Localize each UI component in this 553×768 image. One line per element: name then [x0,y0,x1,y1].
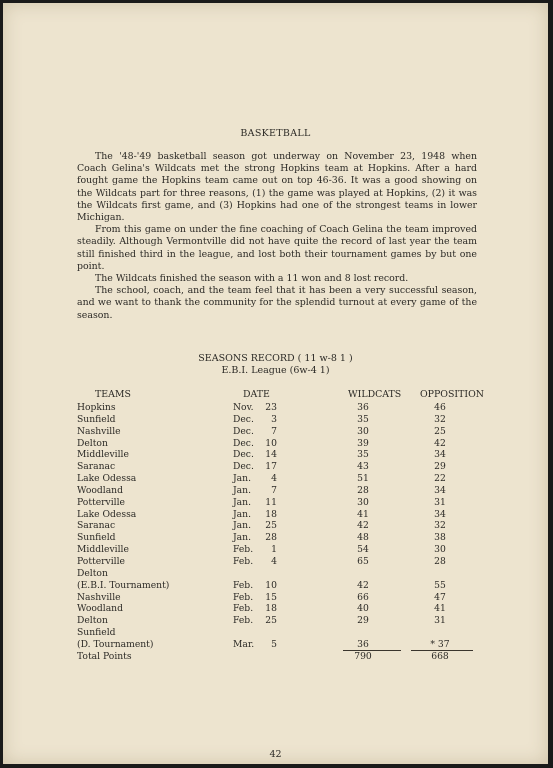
table-row [3,461,548,473]
team-name: Lake Odessa [77,473,137,485]
wildcats-score: 54 [357,544,369,556]
paragraph: From this game on under the fine coaching of Coach Gelina the team improved steadily. Although Vermontville did not have quite the record of last year the team still finished third in the league, and lost both their tournament games by but one point. [77,224,477,272]
table-row [3,603,548,615]
opposition-score: 46 [434,402,446,413]
table-row [3,556,548,568]
team-name: Saranac [77,520,116,532]
team-name: Saranac [77,461,116,473]
team-name: Sunfield [77,413,116,425]
table-row [3,449,548,461]
game-day: 18 [265,508,277,520]
opposition-header: OPPOSITION [420,389,484,400]
record-title: SEASONS RECORD ( 11 w-8 1 ) [198,353,353,364]
game-day: 28 [265,532,277,544]
wildcats-score: 28 [357,484,369,496]
wildcats-score: 39 [357,437,369,449]
team-name: Delton [77,567,108,579]
game-day: 10 [265,579,277,591]
opposition-score: 34 [434,484,446,496]
team-name: Nashville [77,591,121,603]
wildcats-score: 40 [357,603,369,615]
record-subtitle: E.B.I. League (6w-4 1) [221,365,330,376]
team-name: (E.B.I. Tournament) [77,579,170,591]
team-name: Sunfield [77,532,116,544]
document-page [3,3,548,764]
team-name: Delton [77,615,108,627]
opposition-score: 38 [434,532,446,544]
record-table [3,402,548,663]
opposition-score: 41 [434,603,446,615]
game-day: 3 [271,413,277,425]
game-month: Feb. [233,591,254,603]
game-day: 7 [271,484,277,496]
table-row [3,532,548,544]
opposition-score: 55 [434,579,446,591]
wildcats-total: 790 [354,650,372,662]
game-day: 18 [265,603,277,615]
opposition-score: 22 [434,473,446,485]
table-row [3,473,548,485]
team-name: Lake Odessa [77,508,137,520]
wildcats-score: 36 [357,638,369,650]
table-row [3,520,548,532]
game-month: Feb. [233,615,254,627]
table-row [3,402,548,414]
game-month: Jan. [233,496,251,508]
team-name: Woodland [77,603,123,615]
article-text [77,151,477,322]
team-name: (D. Tournament) [77,638,154,650]
game-day: 25 [265,520,277,532]
game-day: 4 [271,555,277,567]
opposition-score: 28 [434,555,446,567]
opposition-score: 47 [434,591,446,603]
total-label: Total Points [77,650,132,662]
game-month: Jan. [233,484,251,496]
game-month: Feb. [233,579,254,591]
game-month: Mar. [233,638,255,650]
wildcats-total-rule [343,650,401,651]
game-day: 11 [265,496,277,508]
wildcats-header: WILDCATS [348,389,402,400]
table-row [3,414,548,426]
team-name: Nashville [77,425,121,437]
opposition-score: 34 [434,449,446,461]
opposition-score: 32 [434,413,446,425]
paragraph: The '48-'49 basketball season got underway on November 23, 1948 when Coach Gelina's Wildcats met the strong Hopkins team at Hopkins. After a hard fought game the Hopkins team came out on top 46-36. It was a good showing on the Wildcats part for three reasons, (1) the game was played at Hopkins, (2) it was the Wildcats first game, and (3) Hopkins had one of the strongest teams in lower Michigan. [77,151,477,224]
team-name: Sunfield [77,627,116,639]
game-month: Jan. [233,473,251,485]
opposition-score: 31 [434,615,446,627]
game-day: 14 [265,449,277,461]
wildcats-score: 51 [357,473,369,485]
opposition-score: 34 [434,508,446,520]
opposition-score: 42 [434,437,446,449]
game-day: 25 [265,615,277,627]
game-month: Dec. [233,449,254,461]
table-row [3,485,548,497]
opposition-score: 32 [434,520,446,532]
opposition-score: 29 [434,461,446,473]
page-title: BASKETBALL [240,128,311,139]
table-row [3,592,548,604]
game-month: Dec. [233,425,254,437]
wildcats-score: 41 [357,508,369,520]
table-row [3,509,548,521]
opposition-score: 25 [434,425,446,437]
opposition-score: * 37 [430,638,450,650]
wildcats-score: 30 [357,496,369,508]
total-row [3,651,548,663]
team-name: Middleville [77,544,129,556]
team-name: Potterville [77,496,125,508]
game-month: Jan. [233,508,251,520]
game-month: Feb. [233,555,254,567]
table-row [3,438,548,450]
game-day: 7 [271,425,277,437]
team-name: Hopkins [77,402,116,413]
game-month: Jan. [233,520,251,532]
wildcats-score: 35 [357,413,369,425]
team-name: Potterville [77,555,125,567]
game-month: Dec. [233,413,254,425]
opposition-total-rule [411,650,473,651]
table-row [3,426,548,438]
paragraph: The school, coach, and the team feel that it has been a very successful season, and we want to thank the community for the splendid turnout at every game of the season. [77,285,477,321]
wildcats-score: 42 [357,520,369,532]
game-day: 10 [265,437,277,449]
game-month: Feb. [233,544,254,556]
team-name: Woodland [77,484,123,496]
wildcats-score: 36 [357,402,369,413]
team-name: Delton [77,437,108,449]
wildcats-score: 48 [357,532,369,544]
wildcats-score: 35 [357,449,369,461]
paragraph: The Wildcats finished the season with a 11 won and 8 lost record. [95,273,409,285]
opposition-score: 30 [434,544,446,556]
game-month: Dec. [233,437,254,449]
table-row [3,580,548,592]
wildcats-score: 29 [357,615,369,627]
wildcats-score: 42 [357,579,369,591]
table-row [3,615,548,627]
wildcats-score: 65 [357,555,369,567]
table-row [3,568,548,580]
game-month: Nov. [233,402,254,413]
game-day: 1 [271,544,277,556]
table-row [3,627,548,639]
game-day: 15 [265,591,277,603]
game-month: Feb. [233,603,254,615]
teams-header: TEAMS [95,389,131,400]
wildcats-score: 66 [357,591,369,603]
wildcats-score: 30 [357,425,369,437]
table-row [3,639,548,651]
game-day: 5 [271,638,277,650]
game-month: Dec. [233,461,254,473]
table-row [3,497,548,509]
table-row [3,544,548,556]
game-day: 23 [265,402,277,413]
opposition-score: 31 [434,496,446,508]
opposition-total: 668 [431,650,449,662]
game-day: 17 [265,461,277,473]
team-name: Middleville [77,449,129,461]
wildcats-score: 43 [357,461,369,473]
date-header: DATE [243,389,270,400]
game-day: 4 [271,473,277,485]
game-month: Jan. [233,532,251,544]
page-number: 42 [269,749,282,760]
